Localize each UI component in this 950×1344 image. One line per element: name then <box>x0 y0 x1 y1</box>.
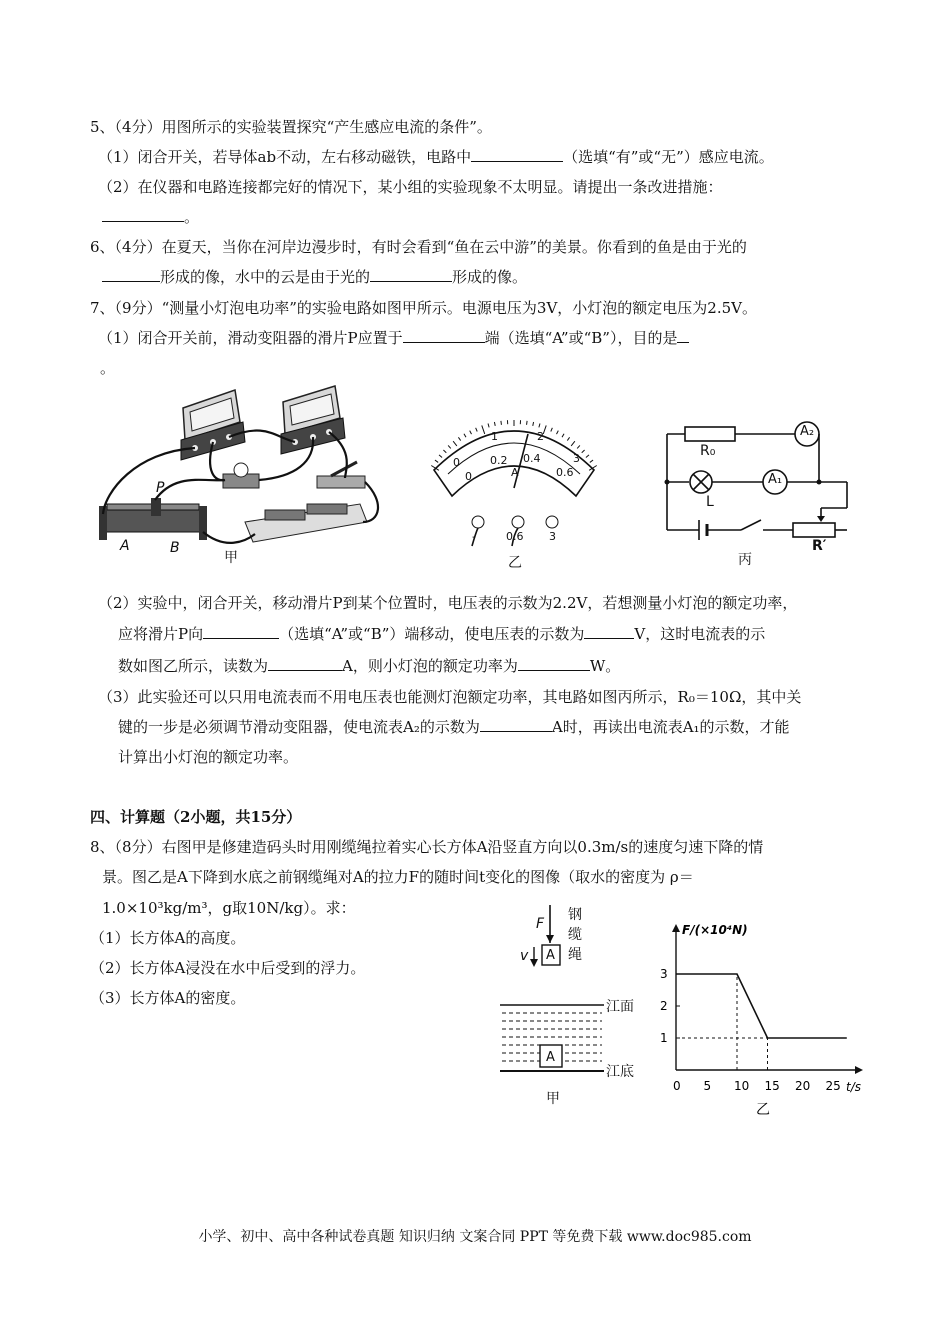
dial-unit: A <box>511 466 519 479</box>
q7-part1-end: 。 <box>100 359 116 377</box>
force-label: F <box>536 916 545 932</box>
bulb-icon <box>223 463 259 488</box>
label-a2: A₂ <box>800 424 815 439</box>
dial-tick <box>443 450 446 453</box>
label-a: A <box>120 538 130 554</box>
q7-part3-line2: 键的一步是必须调节滑动变阻器，使电流表A₂的示数为 A时，再读出电流表A₁的示数，才能 <box>118 718 790 736</box>
dial-tick <box>435 460 438 462</box>
dial-tick <box>488 424 489 428</box>
dial-tick <box>533 422 534 426</box>
chart-xtick-label: 0 <box>673 1079 681 1093</box>
q8-sub2: （2）长方体A浸没在水中后受到的浮力。 <box>90 959 366 977</box>
q8-river-figure <box>500 905 610 1080</box>
fig-yi-caption: 乙 <box>508 555 522 571</box>
terminal-label-neg: - <box>472 530 476 543</box>
dial-tick <box>527 421 528 425</box>
dial-tick <box>539 424 540 428</box>
q6-stem: 6、（4分）在夏天，当你在河岸边漫步时，有时会看到“鱼在云中游”的美景。你看到的鱼是由于光的 <box>90 238 747 256</box>
bottom-label: 江底 <box>606 1064 634 1080</box>
q7-part3-line1: （3）此实验还可以只用电流表而不用电压表也能测灯泡额定功率，其电路如图丙所示，R₀＝10Ω，其中关 <box>98 688 802 706</box>
chart-ytick-label: 2 <box>660 999 668 1013</box>
surface-label: 江面 <box>606 999 634 1015</box>
voltmeter-icon <box>181 390 245 460</box>
dial-tick <box>577 445 580 448</box>
rheostat-icon <box>99 498 207 540</box>
dial-tick <box>448 445 451 448</box>
q8-line3: 1.0×10³kg/m³，g取10N/kg）。求： <box>102 899 356 917</box>
chart-ytick-label: 3 <box>660 967 668 981</box>
dial-top-1: 1 <box>491 430 498 443</box>
dial-tick <box>586 455 589 458</box>
q7-part1: （1）闭合开关前，滑动变阻器的滑片P应置于 端（选填“A”或“B”），目的是 <box>98 327 689 349</box>
dial-tick <box>453 441 457 446</box>
dial-tick <box>582 450 585 453</box>
q7-part2-line3: 数如图乙所示，读数为 A，则小灯泡的额定功率为 W。 <box>118 657 621 675</box>
answer-blank[interactable] <box>370 266 452 282</box>
dial-bottom-3: 0.6 <box>556 466 574 479</box>
answer-blank[interactable] <box>518 655 590 671</box>
q8-sub3: （3）长方体A的密度。 <box>90 989 246 1007</box>
dial-bottom-1: 0.2 <box>490 454 508 467</box>
section-title: 四、计算题（2小题，共15分） <box>90 808 302 826</box>
terminal-label-3: 3 <box>549 530 556 543</box>
chart-xlabel: t/s <box>846 1080 861 1094</box>
dial-top-3: 3 <box>573 452 580 465</box>
dial-tick <box>556 431 558 435</box>
chart-xtick-label: 10 <box>734 1079 750 1093</box>
dial-tick <box>590 460 593 462</box>
chart-xtick-label: 20 <box>795 1079 811 1093</box>
dial-tick <box>571 441 575 446</box>
answer-blank[interactable] <box>403 327 485 343</box>
q7-circuit-diagram-figure <box>655 412 855 552</box>
rheostat-icon <box>793 523 835 537</box>
cable-label-2: 缆 <box>568 927 582 943</box>
cable-label-3: 绳 <box>568 947 582 963</box>
chart-ylabel: F/(×10⁴N) <box>682 923 748 937</box>
footer: 小学、初中、高中各种试卷真题 知识归纳 文案合同 PPT 等免费下载 www.doc985.com <box>198 1229 752 1245</box>
q6-line2: 形成的像，水中的云是由于光的 形成的像。 <box>102 266 527 288</box>
q8-line2: 景。图乙是A下降到水底之前钢缆绳对A的拉力F的随时间t变化的图像（取水的密度为 ρ＝ <box>102 868 694 886</box>
q8-sub1: （1）长方体A的高度。 <box>90 929 246 947</box>
dial-tick <box>464 434 466 437</box>
force-time-chart <box>650 920 875 1120</box>
q5-part2: （2）在仪器和电路连接都完好的情况下，某小组的实验现象不太明显。请提出一条改进措施： <box>98 178 723 196</box>
block-label: A <box>546 948 555 963</box>
fig-bing-caption: 丙 <box>738 552 752 568</box>
label-a1: A₁ <box>768 472 783 487</box>
q7-part2-line1: （2）实验中，闭合开关，移动滑片P到某个位置时，电压表的示数为2.2V，若想测量小灯泡的额定功率， <box>98 594 798 612</box>
q5-stem: 5、（4分）用图所示的实验装置探究“产生感应电流的条件”。 <box>90 118 492 136</box>
answer-blank[interactable] <box>268 655 342 671</box>
terminal-icon <box>472 516 484 528</box>
fig-jia-caption: 甲 <box>224 550 238 566</box>
x-axis-arrow-icon <box>855 1066 863 1074</box>
answer-blank[interactable] <box>102 206 184 222</box>
q5-part2-answer: 。 <box>102 206 199 228</box>
cable-label-1: 钢 <box>568 907 582 923</box>
q7-part3-line3: 计算出小灯泡的额定功率。 <box>118 748 299 766</box>
dial-bottom-2: 0.4 <box>523 452 541 465</box>
dial-bottom-0: 0 <box>465 470 472 483</box>
answer-blank[interactable] <box>203 623 279 639</box>
answer-blank[interactable] <box>677 327 689 343</box>
label-rheostat: R′ <box>812 538 827 554</box>
chart-caption: 乙 <box>756 1102 770 1118</box>
fig-jia-caption-q8: 甲 <box>546 1091 560 1107</box>
answer-blank[interactable] <box>584 623 634 639</box>
q5-part1: （1）闭合开关，若导体ab不动，左右移动磁铁，电路中 （选填“有”或“无”）感应电流。 <box>98 148 774 166</box>
dial-tick <box>501 421 502 425</box>
switch-icon <box>741 520 761 530</box>
dial-tick <box>458 437 460 440</box>
answer-blank[interactable] <box>102 266 160 282</box>
battery-box-icon <box>245 504 367 542</box>
velocity-label: v <box>520 948 529 964</box>
dial-tick <box>482 425 485 433</box>
dial-top-2: 2 <box>537 430 544 443</box>
q7-stem: 7、（9分）“测量小灯泡电功率”的实验电路如图甲所示。电源电压为3V，小灯泡的额定电压为2.5V。 <box>90 299 757 317</box>
switch-icon <box>317 462 365 488</box>
label-p: P <box>156 480 165 496</box>
label-lamp: L <box>706 494 714 510</box>
dial-tick <box>551 428 553 432</box>
chart-ytick-label: 1 <box>660 1031 668 1045</box>
resistor-r0-icon <box>685 427 735 441</box>
dial-tick <box>439 455 442 458</box>
chart-xtick-label: 25 <box>825 1079 841 1093</box>
dial-tick <box>476 428 478 432</box>
q7-circuit-photo-figure <box>95 382 395 567</box>
dial-top-0: 0 <box>453 456 460 469</box>
dial-tick <box>494 422 495 426</box>
q8-line1: 8、（8分）右图甲是修建造码头时用刚缆绳拉着实心长方体A沿竖直方向以0.3m/s的速度匀速下降的情 <box>90 838 764 856</box>
chart-series-line <box>676 974 847 1038</box>
answer-blank[interactable] <box>480 716 552 732</box>
terminal-icon <box>546 516 558 528</box>
answer-blank[interactable] <box>471 146 563 162</box>
submerged-block-label: A <box>546 1050 555 1065</box>
dial-tick <box>470 431 472 435</box>
q7-part2-line2: 应将滑片P向 （选填“A”或“B”）端移动，使电压表的示数为 V，这时电流表的示 <box>118 625 766 643</box>
chart-xtick-label: 5 <box>703 1079 712 1093</box>
dial-tick <box>562 434 564 437</box>
dial-tick <box>567 437 569 440</box>
label-r0: R₀ <box>700 443 716 459</box>
y-axis-arrow-icon <box>672 924 680 932</box>
label-b: B <box>170 540 180 556</box>
terminal-label-06: 0.6 <box>506 530 524 543</box>
terminal-icon <box>512 516 524 528</box>
chart-xtick-label: 15 <box>764 1079 780 1093</box>
